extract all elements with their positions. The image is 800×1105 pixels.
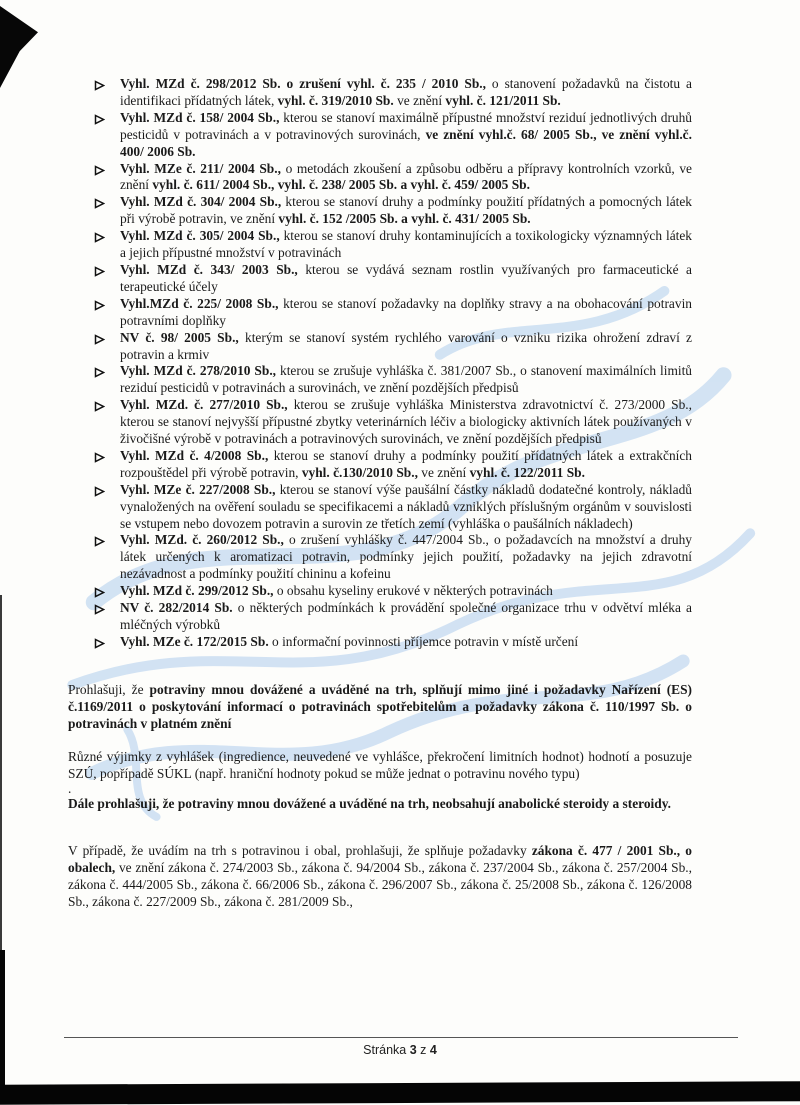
bold-text-segment: vyhl. č. 611/ 2004 Sb., vyhl. č. 238/ 2005 Sb. a vyhl. č. 459/ 2005 Sb. <box>152 177 530 193</box>
bold-text-segment: Vyhl. MZd č. 304/ 2004 Sb., <box>120 194 282 210</box>
scan-artifact-bottom-bar <box>0 1081 800 1105</box>
text-segment: kterou se stanoví druhy a podmínky použití přídatných a pomocných látek při výrobě potravin, ve znění <box>120 194 693 227</box>
text-segment: o stanovení požadavků na čistotu a identifikaci přídatných látek, <box>120 76 692 108</box>
bold-text-segment: Vyhl. MZd č. 298/2012 Sb. o zrušení vyhl. č. 235 / 2010 Sb., <box>120 76 486 91</box>
legal-decrees-list <box>68 76 692 651</box>
arrow-bullet-icon <box>94 231 105 242</box>
scan-artifact-left-strip <box>0 950 5 1100</box>
paragraph-dot <box>68 782 692 795</box>
list-item <box>68 583 692 600</box>
text-segment: kterým se stanoví systém rychlého varování o vzniku rizika ohrožení zdraví z potravin a krmiv <box>120 329 693 362</box>
paragraph-exceptions <box>68 748 692 782</box>
bold-text-segment: NV č. 98/ 2005 Sb., <box>120 329 239 345</box>
list-item <box>68 634 692 651</box>
list-item <box>68 76 692 110</box>
bold-text-segment: Vyhl. MZe č. 172/2015 Sb. <box>120 633 269 649</box>
arrow-bullet-icon <box>94 485 105 496</box>
bold-text-segment: Vyhl. MZe č. 211/ 2004 Sb., <box>120 160 281 176</box>
bold-text-segment: Vyhl. MZd č. 343/ 2003 Sb., <box>120 261 298 277</box>
arrow-bullet-icon <box>94 586 105 597</box>
bold-text-segment: 3 <box>409 1043 417 1057</box>
arrow-bullet-icon <box>94 366 105 377</box>
declaration-paragraphs <box>68 681 692 910</box>
bold-text-segment: NV č. 282/2014 Sb. <box>120 600 233 616</box>
paragraph-declaration-2 <box>68 795 692 812</box>
text-segment: Prohlašuji, že <box>68 681 150 697</box>
bold-text-segment: vyhl. č. 122/2011 Sb. <box>469 464 585 480</box>
bold-text-segment: zákona č. 477 / 2001 Sb., o obalech, <box>68 842 692 875</box>
bold-text-segment: Vyhl. MZe č. 227/2008 Sb., <box>120 481 276 497</box>
bold-text-segment: Vyhl. MZd. č. 260/2012 Sb., <box>120 532 284 548</box>
bold-text-segment: vyhl. č. 319/2010 Sb. <box>277 92 394 108</box>
text-segment: . <box>68 780 72 796</box>
document-body <box>68 76 692 910</box>
bold-text-segment: Vyhl. MZd č. 278/2010 Sb., <box>120 363 277 379</box>
arrow-bullet-icon <box>94 265 105 276</box>
text-segment: V případě, že uvádím na trh s potravinou i obal, prohlašuji, že splňuje požadavky <box>68 842 532 858</box>
text-segment: o obsahu kyseliny erukové v některých potravinách <box>273 583 553 599</box>
arrow-bullet-icon <box>94 79 105 90</box>
arrow-bullet-icon <box>94 451 105 462</box>
text-segment: ve znění <box>417 464 470 480</box>
footer-divider <box>64 1037 738 1038</box>
list-item <box>68 228 692 262</box>
bold-text-segment: Vyhl. MZd č. 299/2012 Sb., <box>120 583 274 599</box>
bold-text-segment: Dále prohlašuji, že potraviny mnou dovážené a uváděné na trh, neobsahují anabolické steroidy a steroidy. <box>68 795 672 811</box>
page-footer <box>0 1043 800 1057</box>
list-item <box>68 363 692 397</box>
text-segment: o některých podmínkách k provádění společné organizace trhu v odvětví mléka a mléčných výrobků <box>120 600 692 632</box>
bold-text-segment: Vyhl. MZd č. 305/ 2004 Sb., <box>120 228 280 244</box>
arrow-bullet-icon <box>94 637 105 648</box>
scan-artifact-corner <box>0 6 38 88</box>
text-segment: o informační povinnosti příjemce potravin v místě určení <box>268 633 579 649</box>
text-segment: kterou se vydává seznam rostlin využívaných pro farmaceutické a terapeutické účely <box>120 261 693 294</box>
paragraph-declaration-1 <box>68 681 692 732</box>
list-item <box>68 482 692 533</box>
bold-text-segment: ve znění vyhl.č. 68/ 2005 Sb., ve znění vyhl.č. 400/ 2006 Sb. <box>120 126 692 159</box>
arrow-bullet-icon <box>94 603 105 614</box>
list-item <box>68 110 692 161</box>
text-segment: kterou se zrušuje vyhláška č. 381/2007 Sb., o stanovení maximálních limitů reziduí pesticidů v potravinách a surovinách, ve znění pozdějších předpisů <box>120 363 692 396</box>
arrow-bullet-icon <box>94 197 105 208</box>
text-segment: o metodách zkoušení a způsobu odběru a přípravy kontrolních vzorků, ve znění <box>120 160 692 193</box>
bold-text-segment: 4 <box>429 1043 437 1057</box>
text-segment: kterou se stanoví maximálně přípustné množství reziduí jednotlivých druhů pesticidů v potravinách a v potravinových surovinách, <box>120 109 692 142</box>
scan-artifact-left-line <box>0 595 2 955</box>
text-segment: Různé výjimky z vyhlášek (ingredience, neuvedené ve vyhlášce, překročení limitních hodnot) hodnotí a posuzuje SZÚ, popřípadě SÚKL (např. hraniční hodnoty pokud se může jednat o potravinu nového typu) <box>68 748 692 781</box>
list-item <box>68 397 692 448</box>
text-segment: kterou se stanoví druhy a podmínky použití přídatných látek a extrakčních rozpouštědel při výrobě potravin, <box>120 447 692 480</box>
text-segment: z <box>416 1043 430 1057</box>
arrow-bullet-icon <box>94 299 105 310</box>
list-item <box>68 262 692 296</box>
bold-text-segment: vyhl. č.130/2010 Sb., <box>301 464 418 480</box>
arrow-bullet-icon <box>94 333 105 344</box>
text-segment: kterou se stanoví požadavky na doplňky stravy a na obohacování potravin potravními doplňky <box>120 295 692 328</box>
list-item <box>68 194 692 228</box>
bold-text-segment: Vyhl. MZd. č. 277/2010 Sb., <box>120 397 288 413</box>
bold-text-segment: potraviny mnou dovážené a uváděné na trh, splňují mimo jiné i požadavky Nařízení (ES) č.1169/2011 o poskytování informací o potravinách spotřebitelům a požadavky zákona č. 110/1997 Sb. o potravinách v platném znění <box>68 681 692 731</box>
text-segment: Stránka <box>363 1043 410 1057</box>
list-item <box>68 532 692 583</box>
bold-text-segment: vyhl. č. 121/2011 Sb. <box>445 92 561 108</box>
bold-text-segment: vyhl. č. 152 /2005 Sb. a vyhl. č. 431/ 2005 Sb. <box>278 211 531 227</box>
arrow-bullet-icon <box>94 535 105 546</box>
list-item <box>68 296 692 330</box>
list-item <box>68 448 692 482</box>
bold-text-segment: Vyhl.MZd č. 225/ 2008 Sb., <box>120 295 279 311</box>
text-segment: ve znění zákona č. 274/2003 Sb., zákona č. 94/2004 Sb., zákona č. 237/2004 Sb., zákona č. 257/2004 Sb., zákona č. 444/2005 Sb., zákona č. 66/2006 Sb., zákona č. 296/2007 Sb., zákona č. 25/2008 Sb., zákona č. 126/2008 Sb., zákona č. 227/2009 Sb., zákona č. 281/2009 Sb., <box>68 859 692 909</box>
text-segment: kterou se stanoví výše paušální částky nákladů dodatečné kontroly, nákladů vynaložených na ověření souladu se specifikacemi a nákladů vzniklých příslušným orgánům v souvislosti se vstupem nebo dovozem potravin a surovin ze třetích zemí (vyhláška o paušálních nákladech) <box>120 481 692 531</box>
bold-text-segment: Vyhl. MZd č. 158/ 2004 Sb., <box>120 109 280 125</box>
text-segment: kterou se zrušuje vyhláška Ministerstva zdravotnictví č. 273/2000 Sb., kterou se stanoví nejvyšší přípustné zbytky veterinárních léčiv a biologicky aktivních látek používaných v živočišné výrobě v potravinách a potravinových surovinách, ve znění pozdějších předpisů <box>120 397 693 447</box>
arrow-bullet-icon <box>94 400 105 411</box>
list-item <box>68 330 692 364</box>
list-item <box>68 600 692 634</box>
arrow-bullet-icon <box>94 113 105 124</box>
text-segment: ve znění <box>393 92 446 108</box>
paragraph-packaging <box>68 842 692 910</box>
text-segment: kterou se stanoví druhy kontaminujících a toxikologicky významných látek a jejich přípustné množství v potravinách <box>120 228 692 261</box>
bold-text-segment: Vyhl. MZd č. 4/2008 Sb., <box>120 447 269 463</box>
text-segment: o zrušení vyhlášky č. 447/2004 Sb., o požadavcích na množství a druhy látek určených k aromatizaci potravin, podmínky jejich použití, požadavky na jejich zdravotní nezávadnost a podmínky použití chininu a kofeinu <box>120 532 692 582</box>
list-item <box>68 161 692 195</box>
arrow-bullet-icon <box>94 164 105 175</box>
